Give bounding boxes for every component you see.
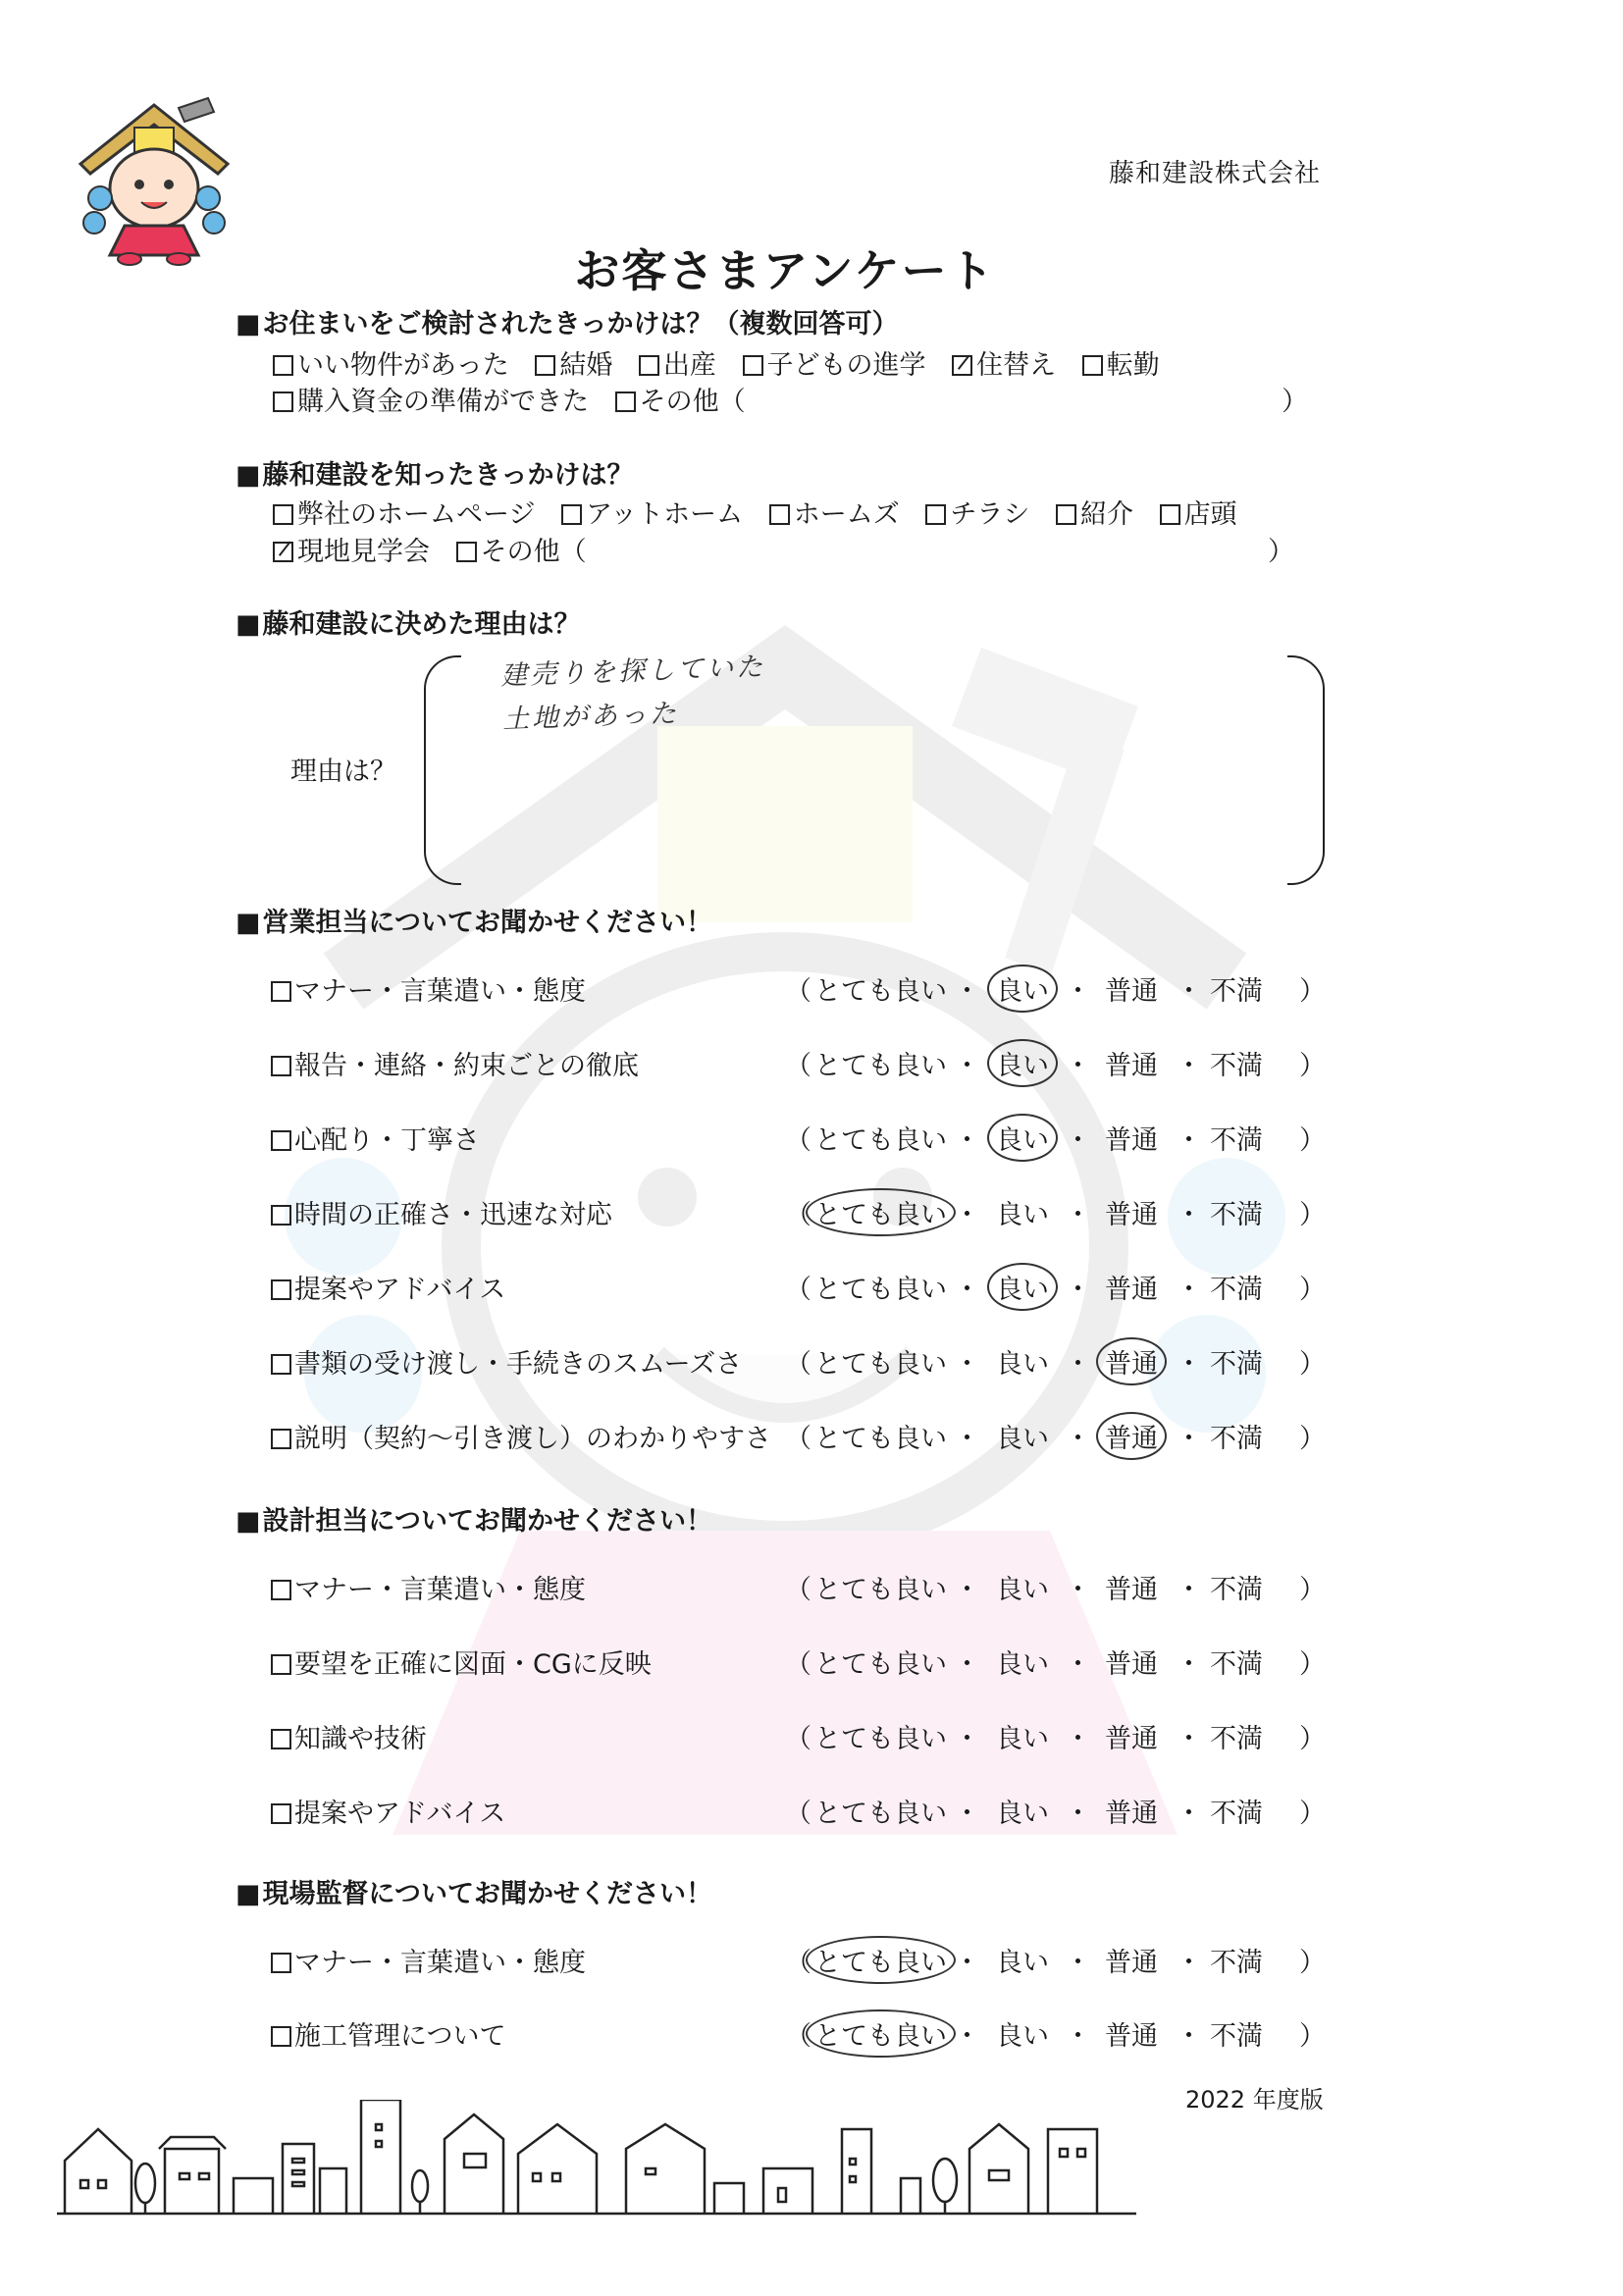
question-label	[271, 969, 586, 1008]
design-rating-row	[271, 1643, 1350, 1682]
q1-heading: ■ お住まいをご検討されたきっかけは？（複数回答可）	[236, 302, 899, 340]
option-dissatisfied[interactable]: 不満	[1210, 1948, 1263, 1978]
separator: ・	[1065, 1051, 1091, 1081]
option-dissatisfied[interactable]: 不満	[1210, 976, 1263, 1007]
sales-rating-row	[271, 1417, 1350, 1456]
checkbox[interactable]	[271, 1205, 291, 1226]
question-text: 説明（契約～引き渡し）のわかりやすさ	[294, 1424, 771, 1454]
option-very-good[interactable]: とても良い	[814, 2014, 947, 2053]
separator: ・	[954, 1575, 980, 1605]
option-average[interactable]: 普通	[1105, 1342, 1158, 1381]
company-name: 藤和建設株式会社	[1109, 159, 1322, 188]
paren-close: ）	[1299, 1575, 1326, 1605]
option-very-good[interactable]: とても良い	[814, 1051, 947, 1081]
option-good[interactable]: 良い	[996, 1268, 1049, 1306]
option-average[interactable]: 普通	[1105, 1417, 1158, 1455]
separator: ・	[1176, 1349, 1202, 1380]
separator: ・	[954, 976, 980, 1007]
option-average[interactable]: 普通	[1105, 1125, 1158, 1156]
paren-close: ）	[1299, 1948, 1326, 1978]
option-average[interactable]: 普通	[1105, 1575, 1158, 1605]
checkbox[interactable]	[273, 504, 293, 525]
paren-close: ）	[1299, 1275, 1326, 1305]
option-transfer[interactable]: 転勤	[1082, 350, 1160, 381]
paren-open: （	[785, 1125, 812, 1156]
option-very-good[interactable]: とても良い	[814, 1275, 947, 1305]
separator: ・	[1065, 976, 1091, 1007]
separator: ・	[1065, 2021, 1091, 2052]
checkbox[interactable]	[615, 391, 636, 412]
paren-open: （	[785, 2021, 812, 2052]
option-good-property[interactable]: いい物件があった	[273, 350, 509, 381]
option-very-good[interactable]: とても良い	[814, 1941, 947, 1979]
option-flyer[interactable]: チラシ	[925, 499, 1029, 530]
option-dissatisfied[interactable]: 不満	[1210, 1051, 1263, 1081]
option-good[interactable]: 良い	[996, 1349, 1049, 1380]
paren-close: ）	[1299, 1799, 1326, 1829]
option-birth[interactable]: 出産	[639, 350, 716, 381]
site-rating-row	[271, 1941, 1350, 1980]
paren-close: ）	[1299, 2021, 1326, 2052]
option-good[interactable]: 良い	[996, 1119, 1049, 1157]
separator: ・	[954, 2021, 980, 2052]
q2-other-close: ）	[1268, 537, 1294, 567]
option-other[interactable]: その他（	[615, 387, 746, 417]
option-very-good[interactable]: とても良い	[814, 1424, 947, 1454]
option-average[interactable]: 普通	[1105, 1799, 1158, 1829]
q1-other-close: ）	[1282, 387, 1308, 417]
question-text: 書類の受け渡し・手続きのスムーズさ	[294, 1349, 743, 1380]
option-good[interactable]: 良い	[996, 969, 1049, 1008]
reason-bracket-right	[1287, 655, 1325, 885]
question-label	[271, 1044, 639, 1082]
paren-close: ）	[1299, 1349, 1326, 1380]
question-text: 心配り・丁寧さ	[294, 1125, 480, 1156]
q3-heading: ■ 藤和建設に決めた理由は？	[236, 602, 581, 641]
checkbox[interactable]	[271, 1130, 291, 1151]
checkbox[interactable]	[273, 355, 293, 376]
q2-heading: ■ 藤和建設を知ったきっかけは？	[236, 453, 634, 492]
option-average[interactable]: 普通	[1105, 1724, 1158, 1754]
site-rating-row	[271, 2014, 1350, 2054]
option-dissatisfied[interactable]: 不満	[1210, 2021, 1263, 2052]
option-funds-ready[interactable]: 購入資金の準備ができた	[273, 387, 589, 417]
option-average[interactable]: 普通	[1105, 1649, 1158, 1680]
question-text: マナー・言葉遣い・態度	[294, 1575, 586, 1605]
sales-rating-row	[271, 1193, 1350, 1232]
page-title: お客さまアンケート	[574, 244, 996, 297]
checkbox[interactable]	[271, 1654, 291, 1675]
option-very-good[interactable]: とても良い	[814, 1724, 947, 1754]
option-athome[interactable]: アットホーム	[561, 499, 743, 530]
separator: ・	[1176, 1125, 1202, 1156]
option-very-good[interactable]: とても良い	[814, 1125, 947, 1156]
option-dissatisfied[interactable]: 不満	[1210, 1649, 1263, 1680]
checkbox[interactable]	[639, 355, 659, 376]
question-text: マナー・言葉遣い・態度	[294, 1948, 586, 1978]
separator: ・	[1176, 1575, 1202, 1605]
option-dissatisfied[interactable]: 不満	[1210, 1575, 1263, 1605]
separator: ・	[1065, 1200, 1091, 1230]
option-marriage[interactable]: 結婚	[535, 350, 612, 381]
separator: ・	[1065, 1349, 1091, 1380]
checkbox[interactable]	[271, 1729, 291, 1749]
checkbox[interactable]	[271, 1953, 291, 1973]
option-very-good[interactable]: とても良い	[814, 1649, 947, 1680]
q1-options-row2	[273, 380, 763, 418]
sales-rating-row	[271, 1119, 1350, 1158]
separator: ・	[1176, 976, 1202, 1007]
paren-close: ）	[1299, 1424, 1326, 1454]
checkbox[interactable]	[1160, 504, 1180, 525]
design-heading: ■ 設計担当についてお聞かせください！	[236, 1499, 712, 1538]
separator: ・	[1176, 1200, 1202, 1230]
paren-close: ）	[1299, 1649, 1326, 1680]
design-rating-row	[271, 1792, 1350, 1831]
edition-label: 2022 年度版	[1185, 2086, 1324, 2113]
paren-close: ）	[1299, 1200, 1326, 1230]
checkbox[interactable]	[561, 504, 582, 525]
option-dissatisfied[interactable]: 不満	[1210, 1275, 1263, 1305]
separator: ・	[954, 1724, 980, 1754]
paren-open: （	[785, 1948, 812, 1978]
separator: ・	[954, 1349, 980, 1380]
q2-options-row1	[273, 493, 1255, 531]
option-good[interactable]: 良い	[996, 1424, 1049, 1454]
separator: ・	[1065, 1275, 1091, 1305]
checkbox[interactable]	[769, 504, 790, 525]
separator: ・	[1065, 1948, 1091, 1978]
paren-open: （	[785, 1724, 812, 1754]
question-text: マナー・言葉遣い・態度	[294, 976, 586, 1007]
checkbox[interactable]	[743, 355, 763, 376]
option-other[interactable]: その他（	[456, 537, 587, 567]
paren-open: （	[785, 1424, 812, 1454]
separator: ・	[1176, 2021, 1202, 2052]
checkbox[interactable]	[456, 542, 477, 562]
sales-rating-row	[271, 1044, 1350, 1083]
option-open-house[interactable]: 現地見学会	[273, 537, 430, 567]
question-label	[271, 1268, 505, 1306]
sales-heading: ■ 営業担当についてお聞かせください！	[236, 901, 712, 939]
option-good[interactable]: 良い	[996, 1044, 1049, 1082]
question-label	[271, 1792, 505, 1830]
option-good[interactable]: 良い	[996, 2021, 1049, 2052]
paren-close: ）	[1299, 1125, 1326, 1156]
option-very-good[interactable]: とても良い	[814, 976, 947, 1007]
question-text: 施工管理について	[294, 2021, 506, 2052]
checkbox-checked[interactable]	[952, 355, 972, 376]
paren-close: ）	[1299, 1051, 1326, 1081]
separator: ・	[1176, 1724, 1202, 1754]
checkbox[interactable]	[925, 504, 946, 525]
question-text: 知識や技術	[294, 1724, 427, 1754]
checkbox[interactable]	[1082, 355, 1103, 376]
question-label	[271, 1193, 612, 1231]
option-average[interactable]: 普通	[1105, 976, 1158, 1007]
option-referral[interactable]: 紹介	[1056, 499, 1133, 530]
option-average[interactable]: 普通	[1105, 1200, 1158, 1230]
site-heading: ■ 現場監督についてお聞かせください！	[236, 1872, 712, 1910]
separator: ・	[954, 1649, 980, 1680]
reason-answer-line2[interactable]: 土地があった	[501, 698, 680, 736]
question-text: 時間の正確さ・迅速な対応	[294, 1200, 612, 1230]
option-dissatisfied[interactable]: 不満	[1210, 1125, 1263, 1156]
sales-rating-row	[271, 1342, 1350, 1382]
checkbox[interactable]	[271, 1429, 291, 1449]
separator: ・	[1065, 1424, 1091, 1454]
option-dissatisfied[interactable]: 不満	[1210, 1424, 1263, 1454]
option-good[interactable]: 良い	[996, 1649, 1049, 1680]
option-average[interactable]: 普通	[1105, 1275, 1158, 1305]
checkbox[interactable]	[271, 1056, 291, 1076]
checkbox[interactable]	[271, 1580, 291, 1600]
checkbox[interactable]	[271, 2026, 291, 2047]
paren-open: （	[785, 1349, 812, 1380]
option-good[interactable]: 良い	[996, 1948, 1049, 1978]
question-label	[271, 1417, 771, 1455]
paren-open: （	[785, 1051, 812, 1081]
option-dissatisfied[interactable]: 不満	[1210, 1200, 1263, 1230]
option-storefront[interactable]: 店頭	[1160, 499, 1237, 530]
option-dissatisfied[interactable]: 不満	[1210, 1799, 1263, 1829]
separator: ・	[1176, 1051, 1202, 1081]
option-very-good[interactable]: とても良い	[814, 1575, 947, 1605]
separator: ・	[1065, 1649, 1091, 1680]
option-good[interactable]: 良い	[996, 1724, 1049, 1754]
paren-open: （	[785, 1275, 812, 1305]
option-very-good[interactable]: とても良い	[814, 1193, 947, 1231]
option-average[interactable]: 普通	[1105, 1051, 1158, 1081]
separator: ・	[1065, 1724, 1091, 1754]
checkbox[interactable]	[271, 1803, 291, 1824]
checkbox[interactable]	[1056, 504, 1076, 525]
option-homepage[interactable]: 弊社のホームページ	[273, 499, 535, 530]
separator: ・	[954, 1125, 980, 1156]
question-text: 報告・連絡・約束ごとの徹底	[294, 1051, 639, 1081]
separator: ・	[1176, 1948, 1202, 1978]
separator: ・	[1176, 1649, 1202, 1680]
question-text: 提案やアドバイス	[294, 1799, 506, 1829]
townscape-illustration	[57, 2100, 1136, 2218]
design-rating-row	[271, 1568, 1350, 1607]
paren-open: （	[785, 1649, 812, 1680]
separator: ・	[1065, 1125, 1091, 1156]
question-label	[271, 1342, 742, 1381]
option-dissatisfied[interactable]: 不満	[1210, 1724, 1263, 1754]
checkbox-checked[interactable]	[273, 542, 293, 562]
separator: ・	[954, 1799, 980, 1829]
reason-answer-line1[interactable]: 建売りを探していた	[499, 652, 766, 692]
separator: ・	[954, 1051, 980, 1081]
question-label	[271, 1643, 652, 1681]
option-good[interactable]: 良い	[996, 1575, 1049, 1605]
option-good[interactable]: 良い	[996, 1200, 1049, 1230]
paren-open: （	[785, 1799, 812, 1829]
question-label	[271, 1717, 427, 1755]
separator: ・	[954, 1275, 980, 1305]
checkbox[interactable]	[535, 355, 555, 376]
separator: ・	[954, 1948, 980, 1978]
separator: ・	[1176, 1799, 1202, 1829]
q1-options-row1	[273, 343, 1178, 382]
separator: ・	[954, 1424, 980, 1454]
reason-label: 理由は？	[290, 757, 396, 787]
separator: ・	[1065, 1575, 1091, 1605]
separator: ・	[1176, 1424, 1202, 1454]
option-very-good[interactable]: とても良い	[814, 1799, 947, 1829]
question-label	[271, 1119, 480, 1157]
option-average[interactable]: 普通	[1105, 1948, 1158, 1978]
question-text: 要望を正確に図面・CGに反映	[294, 1649, 652, 1680]
separator: ・	[954, 1200, 980, 1230]
question-label	[271, 2014, 505, 2053]
option-homes[interactable]: ホームズ	[769, 499, 900, 530]
option-very-good[interactable]: とても良い	[814, 1349, 947, 1380]
sales-rating-row	[271, 969, 1350, 1009]
question-label	[271, 1568, 586, 1606]
question-label	[271, 1941, 586, 1979]
option-average[interactable]: 普通	[1105, 2021, 1158, 2052]
sales-rating-row	[271, 1268, 1350, 1307]
paren-open: （	[785, 976, 812, 1007]
reason-bracket-left	[424, 655, 461, 885]
design-rating-row	[271, 1717, 1350, 1756]
paren-open: （	[785, 1200, 812, 1230]
checkbox[interactable]	[271, 1354, 291, 1375]
separator: ・	[1176, 1275, 1202, 1305]
option-dissatisfied[interactable]: 不満	[1210, 1349, 1263, 1380]
paren-open: （	[785, 1575, 812, 1605]
option-relocation[interactable]: 住替え	[952, 350, 1056, 381]
checkbox[interactable]	[271, 1279, 291, 1300]
q2-options-row2	[273, 530, 604, 568]
checkbox[interactable]	[273, 391, 293, 412]
option-good[interactable]: 良い	[996, 1799, 1049, 1829]
separator: ・	[1065, 1799, 1091, 1829]
paren-close: ）	[1299, 1724, 1326, 1754]
paren-close: ）	[1299, 976, 1326, 1007]
mascot-watermark	[196, 608, 1374, 1884]
option-school[interactable]: 子どもの進学	[743, 350, 926, 381]
question-text: 提案やアドバイス	[294, 1275, 506, 1305]
checkbox[interactable]	[271, 981, 291, 1002]
